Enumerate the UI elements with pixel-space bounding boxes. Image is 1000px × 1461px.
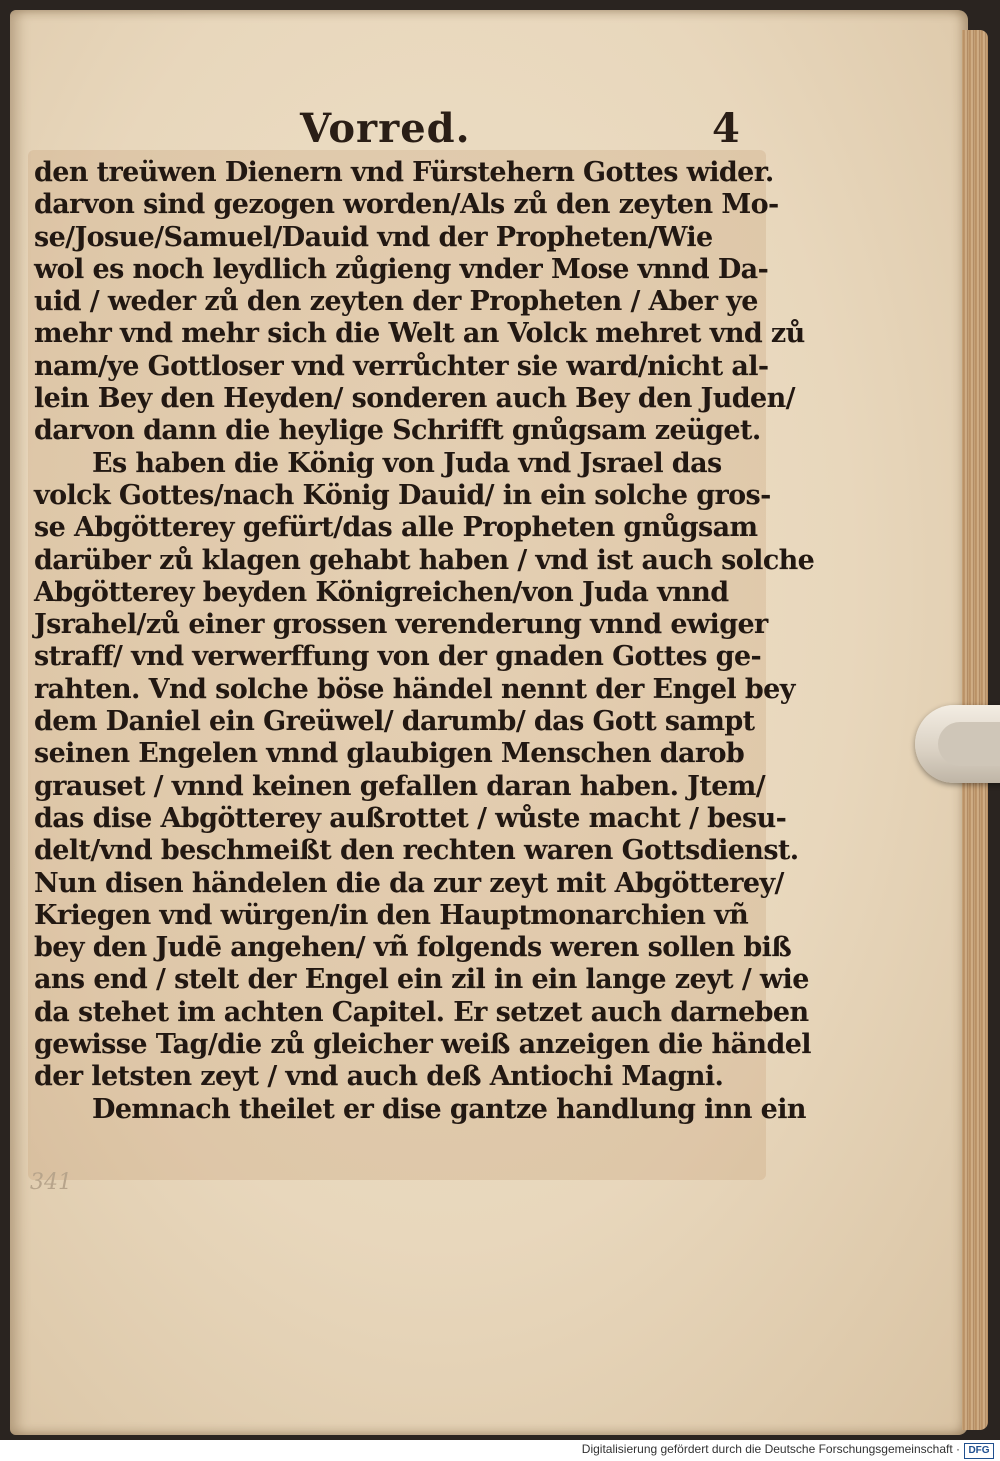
page-clip-inner [938,722,1000,766]
text-line: wol es noch leydlich zůgieng vnder Mose vnnd Da- [34,253,769,285]
text-line: Abgötterey beyden Königreichen/von Juda vnnd [34,576,729,608]
text-line: Jsrahel/zů einer grossen verenderung vnnd ewiger [34,609,768,641]
text-line: dem Daniel ein Greüwel/ darumb/ das Gott sampt [34,706,755,738]
body-text [34,157,815,1126]
text-line: seinen Engelen vnnd glaubigen Menschen darob [34,738,745,770]
text-line: das dise Abgötterey außrottet / wůste macht / besu- [34,802,787,834]
text-line: uid / weder zů den zeyten der Propheten / Aber ye [34,286,758,318]
text-line: darvon dann die heylige Schrifft gnůgsam zeüget. [34,415,761,447]
text-line: se/Josue/Samuel/Dauid vnd der Propheten/Wie [34,221,713,253]
text-line: gewisse Tag/die zů gleicher weiß anzeigen die händel [34,1029,811,1061]
text-line: se Abgötterey gefürt/das alle Propheten gnůgsam [34,512,758,544]
text-line: delt/vnd beschmeißt den rechten waren Gottsdienst. [34,835,799,867]
text-line: darvon sind gezogen worden/Als zů den zeyten Mo- [34,189,779,221]
dfg-logo-icon: DFG [964,1443,994,1459]
text-line: der letsten zeyt / vnd auch deß Antiochi Magni. [34,1061,724,1093]
text-line: Nun disen händelen die da zur zeyt mit Abgötterey/ [34,867,784,899]
text-line: den treüwen Dienern vnd Fürstehern Gottes wider. [34,157,774,188]
text-line: darüber zů klagen gehabt haben / vnd ist auch solche [34,544,815,576]
text-line: nam/ye Gottloser vnd verrůchter sie ward/nicht al- [34,350,769,382]
faded-marginalia: 341 [30,1170,72,1195]
paragraph-start-line: Demnach theilet er dise gantze handlung inn ein [92,1093,806,1125]
page-number: 4 [712,105,740,152]
text-line: grauset / vnnd keinen gefallen daran haben. Jtem/ [34,770,766,802]
paragraph-start-line: Es haben die König von Juda vnd Jsrael das [92,447,722,479]
running-header [300,105,750,153]
text-line: ans end / stelt der Engel ein zil in ein lange zeyt / wie [34,964,809,996]
text-line: volck Gottes/nach König Dauid/ in ein solche gros- [34,479,771,511]
running-title: Vorred. [300,105,471,152]
text-line: Kriegen vnd würgen/in den Hauptmonarchien vñ [34,899,749,931]
text-line: da stehet im achten Capitel. Er setzet auch darneben [34,996,809,1028]
text-line: mehr vnd mehr sich die Welt an Volck mehret vnd zů [34,318,805,350]
text-line: straff/ vnd verwerffung von der gnaden Gottes ge- [34,641,762,673]
text-line: lein Bey den Heyden/ sonderen auch Bey den Juden/ [34,383,795,415]
text-line: rahten. Vnd solche böse händel nennt der Engel bey [34,673,795,705]
text-line: bey den Judē angehen/ vñ folgends weren sollen biß [34,932,792,964]
footer-bar [0,1440,1000,1461]
funding-credit: Digitalisierung gefördert durch die Deutsche Forschungsgemeinschaft · [581,1442,960,1456]
